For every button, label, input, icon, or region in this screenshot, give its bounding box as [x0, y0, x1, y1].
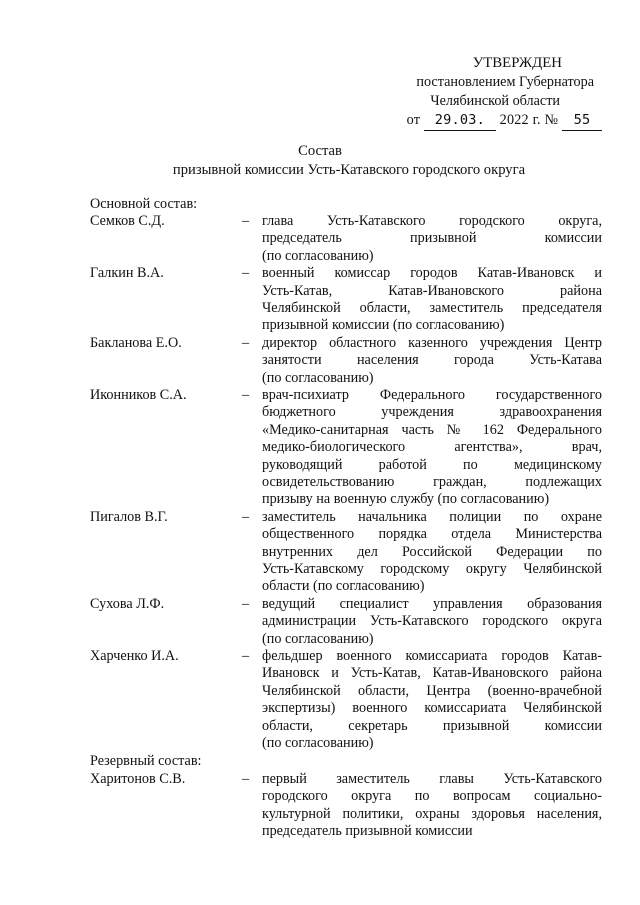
member-dash: – [242, 387, 250, 403]
member-description-line: военный комиссар городов Катав-Ивановск и [262, 265, 602, 282]
member-dash: – [242, 334, 250, 351]
member-description-line: общественного порядка отдела Министерства [262, 526, 602, 543]
member-description [262, 387, 602, 509]
approval-date-line [407, 111, 602, 131]
member-description-line: медико-биологического агентства», врач, [262, 439, 602, 456]
member-description-line: председатель призывной комиссии [262, 823, 473, 840]
member-description-line: призыву на военную службу (по согласованию) [262, 491, 550, 508]
member-dash: – [242, 213, 250, 229]
member-description-line: администрации Усть-Катавского городского округа [262, 613, 602, 630]
member-description-line: занятости населения города Усть-Катава [262, 352, 602, 369]
member-dash: – [242, 508, 250, 525]
member-description [262, 596, 602, 648]
approval-date: 29.03. [424, 111, 496, 131]
member-description [262, 213, 602, 265]
member-description [262, 265, 602, 335]
member-dash: – [242, 265, 250, 282]
member-description-line: заместитель начальника полиции по охране [262, 508, 602, 525]
member-description-line: Усть-Катав, Катав-Ивановского района [262, 282, 602, 299]
approval-stamp [407, 54, 602, 131]
member-description-line: внутренних дел Российской Федерации по [262, 543, 602, 560]
member-description-line: культурной политики, охраны здоровья населения, [262, 805, 602, 822]
member-description [262, 509, 602, 596]
member-description [262, 335, 602, 387]
reserve-section-label: Резервный состав: [90, 753, 202, 770]
member-description [262, 771, 602, 841]
member-description-line: (по согласованию) [262, 369, 374, 386]
member-description-line: председатель призывной комиссии [262, 230, 602, 247]
member-description-line: городского округа по вопросам социально- [262, 788, 602, 805]
member-dash: – [242, 595, 250, 612]
approval-heading: УТВЕРЖДЕН [472, 55, 562, 71]
approval-year-number-label: 2022 г. № [499, 112, 559, 128]
member-description-line: Ивановск и Усть-Катав, Катав-Ивановского района [262, 665, 602, 682]
member-name: Иконников С.А. [90, 387, 187, 403]
member-description-line: призывной комиссии (по согласованию) [262, 317, 505, 334]
member-description-line: области (по согласованию) [262, 578, 425, 595]
member-name: Харитонов С.В. [90, 770, 186, 787]
approval-prefix: от [406, 112, 421, 128]
member-name: Пигалов В.Г. [90, 508, 168, 525]
member-description-line: «Медико-санитарная часть № 162 Федерального [262, 421, 602, 438]
member-description-line: врач-психиатр Федерального государственного [262, 387, 602, 403]
member-description-line: освидетельствованию граждан, подлежащих [262, 474, 602, 491]
document-title [0, 142, 640, 180]
member-description-line: области, секретарь призывной комиссии [262, 717, 602, 734]
member-description-line: Челябинской области, заместитель председателя [262, 300, 602, 316]
approval-line-1: постановлением Губернатора [416, 74, 594, 90]
member-description-line: ведущий специалист управления образования [262, 595, 602, 612]
member-description-line: глава Усть-Катавского городского округа, [262, 213, 602, 229]
member-description-line: первый заместитель главы Усть-Катавского [262, 770, 602, 787]
title-line-1: Состав [298, 143, 342, 159]
member-description-line: экспертизы) военного комиссариата Челябинской [262, 700, 602, 717]
member-description-line: бюджетного учреждения здравоохранения [262, 404, 602, 421]
member-description-line: Челябинской области, Центра (военно-врачебной [262, 682, 602, 699]
member-description [262, 648, 602, 752]
member-description-line: (по согласованию) [262, 247, 374, 264]
main-section-label: Основной состав: [90, 196, 198, 212]
member-description-line: фельдшер военного комиссариата городов Катав- [262, 648, 602, 664]
approval-line-2: Челябинской области [430, 93, 560, 109]
member-name: Бакланова Е.О. [90, 334, 182, 351]
member-name: Семков С.Д. [90, 213, 165, 229]
member-name: Галкин В.А. [90, 265, 164, 282]
member-description-line: (по согласованию) [262, 735, 374, 752]
member-dash: – [242, 648, 250, 664]
member-name: Сухова Л.Ф. [90, 595, 165, 612]
member-description-line: (по согласованию) [262, 630, 374, 647]
member-description-line: Усть-Катавскому городскому округу Челябинской [262, 561, 602, 578]
approval-number: 55 [562, 111, 602, 131]
member-description-line: директор областного казенного учреждения Центр [262, 334, 602, 351]
member-name: Харченко И.А. [90, 648, 179, 664]
member-dash: – [242, 770, 250, 787]
member-description-line: руководящий работой по медицинскому [262, 456, 602, 473]
title-line-2: призывной комиссии Усть-Катавского городского округа [172, 162, 526, 178]
